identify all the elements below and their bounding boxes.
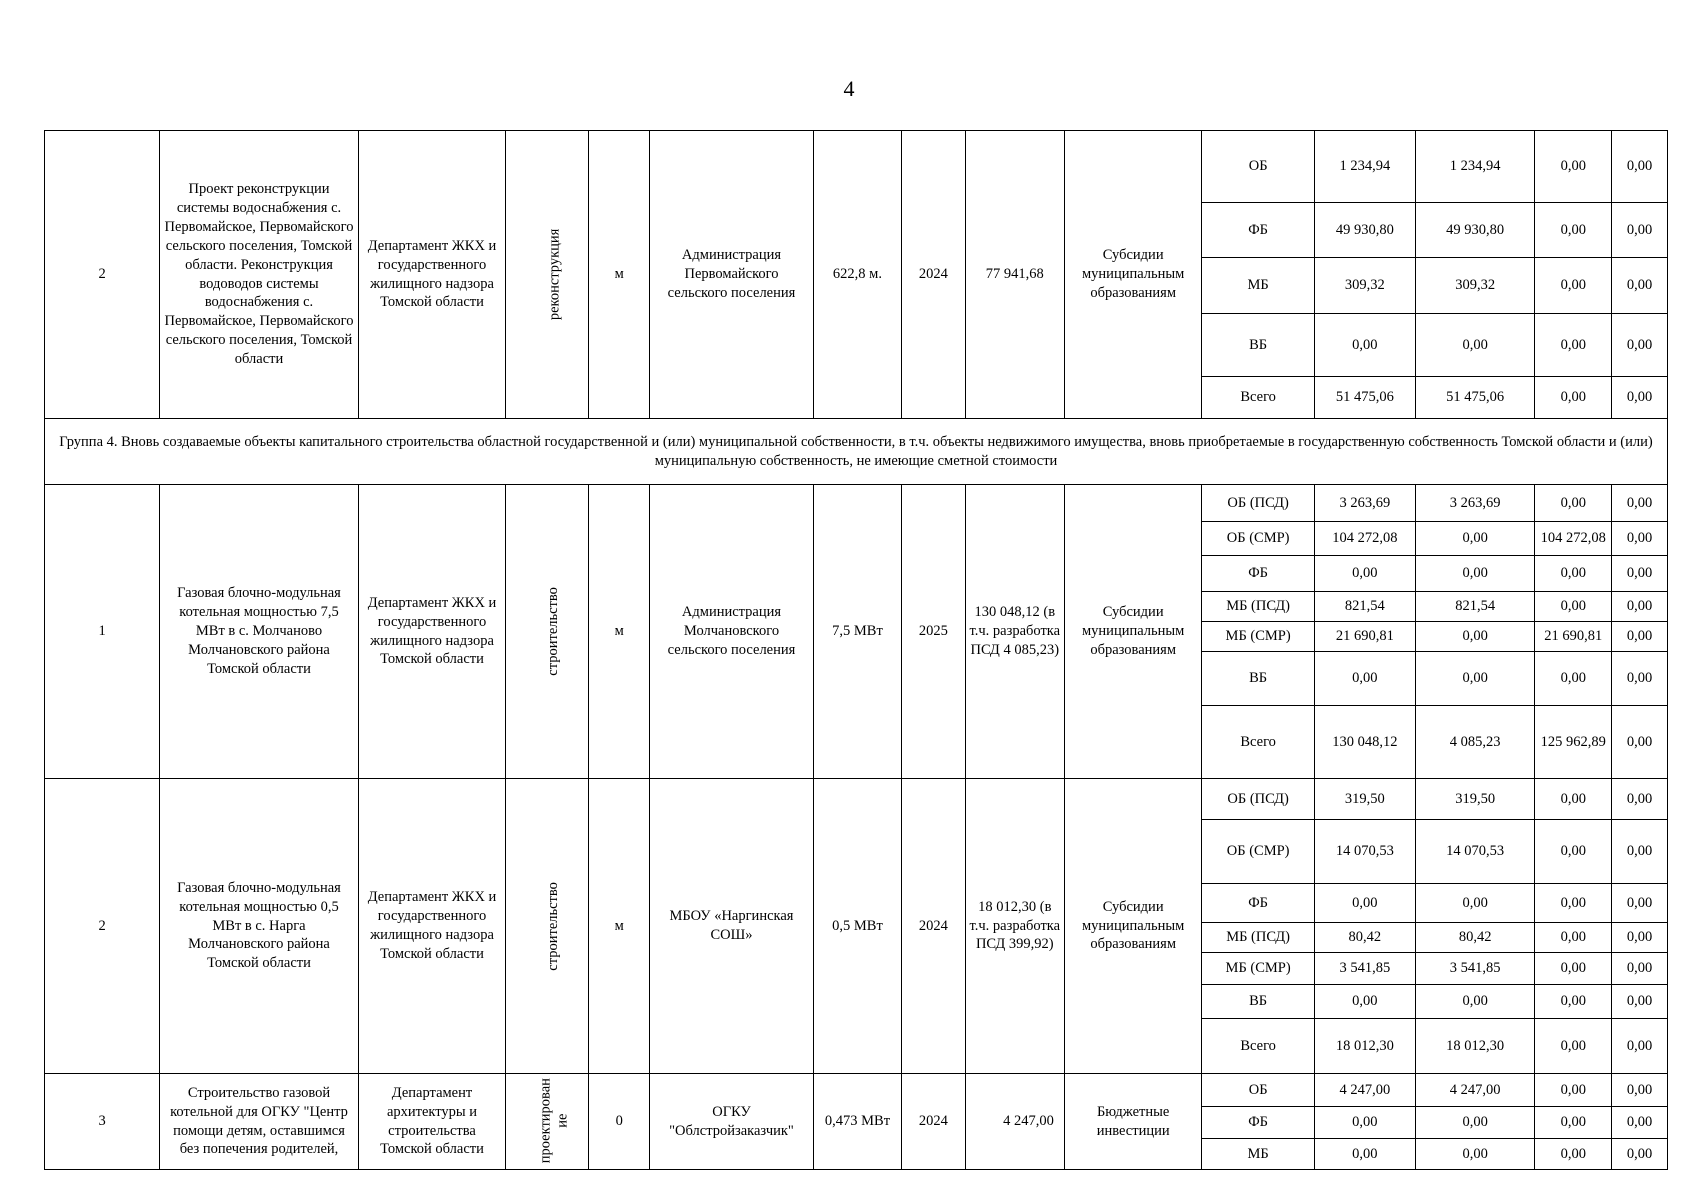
amount-year-1: 4 247,00 xyxy=(1415,1074,1534,1107)
amount-year-2: 0,00 xyxy=(1535,884,1612,923)
amount-year-1: 319,50 xyxy=(1415,779,1534,820)
estimated-cost: 130 048,12 (в т.ч. разработка ПСД 4 085,23) xyxy=(965,485,1064,779)
amount-year-2: 0,00 xyxy=(1535,258,1612,314)
amount-year-3: 0,00 xyxy=(1612,485,1668,522)
object-name: Проект реконструкции системы водоснабжения с. Первомайское, Первомайского сельского поселения, Томской области. Реконструкция водоводов системы водоснабжения с. Первомайское, Первомайского сельского поселения, Томской области xyxy=(160,131,358,419)
financing-form: Субсидии муниципальным образованиям xyxy=(1064,779,1202,1074)
capacity: 0,5 МВт xyxy=(813,779,901,1074)
amount-total: 0,00 xyxy=(1314,1139,1415,1170)
funding-source: ОБ (ПСД) xyxy=(1202,779,1314,820)
amount-year-2: 0,00 xyxy=(1535,592,1612,622)
amount-year-2: 0,00 xyxy=(1535,556,1612,592)
amount-year-3: 0,00 xyxy=(1612,779,1668,820)
object-name: Газовая блочно-модульная котельная мощностью 0,5 МВт в с. Нарга Молчановского района Томской области xyxy=(160,779,358,1074)
ownership: м xyxy=(589,779,650,1074)
funding-source: ФБ xyxy=(1202,884,1314,923)
amount-year-1: 0,00 xyxy=(1415,622,1534,652)
amount-total: 0,00 xyxy=(1314,556,1415,592)
responsible-agency: Департамент ЖКХ и государственного жилищного надзора Томской области xyxy=(358,131,506,419)
amount-year-3: 0,00 xyxy=(1612,314,1668,377)
amount-year-3: 0,00 xyxy=(1612,706,1668,779)
amount-year-2: 0,00 xyxy=(1535,1019,1612,1074)
amount-year-3: 0,00 xyxy=(1612,522,1668,556)
amount-year-3: 0,00 xyxy=(1612,953,1668,985)
ownership: м xyxy=(589,485,650,779)
amount-year-2: 0,00 xyxy=(1535,953,1612,985)
amount-year-1: 14 070,53 xyxy=(1415,820,1534,884)
amount-total: 319,50 xyxy=(1314,779,1415,820)
funding-source: Всего xyxy=(1202,706,1314,779)
amount-year-2: 0,00 xyxy=(1535,820,1612,884)
amount-year-1: 4 085,23 xyxy=(1415,706,1534,779)
amount-year-1: 49 930,80 xyxy=(1415,203,1534,258)
work-type: проектирован ие xyxy=(506,1074,589,1170)
funding-source: ВБ xyxy=(1202,985,1314,1019)
funding-source: МБ xyxy=(1202,1139,1314,1170)
page-number: 4 xyxy=(843,76,855,101)
ownership: 0 xyxy=(589,1074,650,1170)
completion-year: 2024 xyxy=(901,779,965,1074)
capacity: 0,473 МВт xyxy=(813,1074,901,1170)
customer: ОГКУ "Облстройзаказчик" xyxy=(650,1074,814,1170)
amount-year-2: 0,00 xyxy=(1535,1139,1612,1170)
work-type: реконструкция xyxy=(506,131,589,419)
amount-year-2: 0,00 xyxy=(1535,377,1612,419)
object-name: Строительство газовой котельной для ОГКУ "Центр помощи детям, оставшимся без попечения родителей, xyxy=(160,1074,358,1170)
responsible-agency: Департамент ЖКХ и государственного жилищного надзора Томской области xyxy=(358,779,506,1074)
amount-total: 3 263,69 xyxy=(1314,485,1415,522)
funding-source: МБ xyxy=(1202,258,1314,314)
table-row xyxy=(45,131,1668,203)
funding-source: МБ (ПСД) xyxy=(1202,923,1314,953)
amount-total: 309,32 xyxy=(1314,258,1415,314)
amount-year-1: 0,00 xyxy=(1415,985,1534,1019)
funding-source: ВБ xyxy=(1202,652,1314,706)
amount-year-3: 0,00 xyxy=(1612,820,1668,884)
amount-year-3: 0,00 xyxy=(1612,203,1668,258)
work-type: строительство xyxy=(506,779,589,1074)
ownership: м xyxy=(589,131,650,419)
customer: Администрация Молчановского сельского поселения xyxy=(650,485,814,779)
amount-year-3: 0,00 xyxy=(1612,131,1668,203)
funding-source: ОБ xyxy=(1202,131,1314,203)
amount-year-3: 0,00 xyxy=(1612,622,1668,652)
amount-year-1: 0,00 xyxy=(1415,522,1534,556)
funding-source: ОБ (СМР) xyxy=(1202,522,1314,556)
funding-source: МБ (СМР) xyxy=(1202,622,1314,652)
funding-source: ФБ xyxy=(1202,556,1314,592)
amount-total: 104 272,08 xyxy=(1314,522,1415,556)
amount-year-3: 0,00 xyxy=(1612,923,1668,953)
row-number: 2 xyxy=(45,779,160,1074)
amount-year-3: 0,00 xyxy=(1612,377,1668,419)
amount-total: 80,42 xyxy=(1314,923,1415,953)
amount-year-1: 0,00 xyxy=(1415,556,1534,592)
table-row xyxy=(45,485,1668,522)
amount-year-1: 1 234,94 xyxy=(1415,131,1534,203)
amount-year-1: 0,00 xyxy=(1415,1107,1534,1139)
funding-source: МБ (ПСД) xyxy=(1202,592,1314,622)
completion-year: 2024 xyxy=(901,131,965,419)
estimated-cost: 18 012,30 (в т.ч. разработка ПСД 399,92) xyxy=(965,779,1064,1074)
amount-total: 1 234,94 xyxy=(1314,131,1415,203)
amount-total: 0,00 xyxy=(1314,884,1415,923)
amount-year-1: 3 541,85 xyxy=(1415,953,1534,985)
amount-year-1: 51 475,06 xyxy=(1415,377,1534,419)
row-number: 2 xyxy=(45,131,160,419)
amount-year-1: 0,00 xyxy=(1415,652,1534,706)
amount-total: 0,00 xyxy=(1314,314,1415,377)
work-type: строительство xyxy=(506,485,589,779)
financing-form: Субсидии муниципальным образованиям xyxy=(1064,485,1202,779)
amount-year-2: 0,00 xyxy=(1535,131,1612,203)
amount-year-2: 0,00 xyxy=(1535,314,1612,377)
amount-year-2: 0,00 xyxy=(1535,203,1612,258)
row-number: 1 xyxy=(45,485,160,779)
funding-source: ОБ (ПСД) xyxy=(1202,485,1314,522)
amount-year-3: 0,00 xyxy=(1612,556,1668,592)
amount-year-1: 18 012,30 xyxy=(1415,1019,1534,1074)
funding-source: Всего xyxy=(1202,1019,1314,1074)
capacity: 622,8 м. xyxy=(813,131,901,419)
financing-form: Субсидии муниципальным образованиям xyxy=(1064,131,1202,419)
estimated-cost: 77 941,68 xyxy=(965,131,1064,419)
amount-year-1: 0,00 xyxy=(1415,1139,1534,1170)
amount-year-1: 309,32 xyxy=(1415,258,1534,314)
amount-year-3: 0,00 xyxy=(1612,1139,1668,1170)
row-number: 3 xyxy=(45,1074,160,1170)
amount-year-1: 821,54 xyxy=(1415,592,1534,622)
amount-total: 0,00 xyxy=(1314,985,1415,1019)
amount-year-3: 0,00 xyxy=(1612,1019,1668,1074)
amount-total: 821,54 xyxy=(1314,592,1415,622)
amount-year-1: 3 263,69 xyxy=(1415,485,1534,522)
amount-year-2: 0,00 xyxy=(1535,1107,1612,1139)
amount-year-3: 0,00 xyxy=(1612,1074,1668,1107)
amount-year-3: 0,00 xyxy=(1612,1107,1668,1139)
responsible-agency: Департамент ЖКХ и государственного жилищного надзора Томской области xyxy=(358,485,506,779)
amount-year-3: 0,00 xyxy=(1612,985,1668,1019)
amount-year-2: 0,00 xyxy=(1535,923,1612,953)
table-row xyxy=(45,1074,1668,1107)
amount-year-1: 80,42 xyxy=(1415,923,1534,953)
amount-year-3: 0,00 xyxy=(1612,884,1668,923)
funding-source: Всего xyxy=(1202,377,1314,419)
amount-year-3: 0,00 xyxy=(1612,258,1668,314)
amount-year-2: 0,00 xyxy=(1535,652,1612,706)
object-name: Газовая блочно-модульная котельная мощностью 7,5 МВт в с. Молчаново Молчановского района Томской области xyxy=(160,485,358,779)
amount-total: 18 012,30 xyxy=(1314,1019,1415,1074)
completion-year: 2025 xyxy=(901,485,965,779)
funding-source: ФБ xyxy=(1202,1107,1314,1139)
amount-total: 21 690,81 xyxy=(1314,622,1415,652)
amount-year-2: 104 272,08 xyxy=(1535,522,1612,556)
capacity: 7,5 МВт xyxy=(813,485,901,779)
funding-source: ВБ xyxy=(1202,314,1314,377)
responsible-agency: Департамент архитектуры и строительства Томской области xyxy=(358,1074,506,1170)
customer: Администрация Первомайского сельского поселения xyxy=(650,131,814,419)
group-heading: Группа 4. Вновь создаваемые объекты капитального строительства областной государственной и (или) муниципальной собственности, в т.ч. объекты недвижимого имущества, вновь приобретаемые в государственную собственность Томской области и (или) муниципальную собственность, не имеющие сметной стоимости xyxy=(45,419,1668,485)
amount-total: 3 541,85 xyxy=(1314,953,1415,985)
amount-total: 130 048,12 xyxy=(1314,706,1415,779)
amount-year-2: 0,00 xyxy=(1535,1074,1612,1107)
financing-form: Бюджетные инвестиции xyxy=(1064,1074,1202,1170)
amount-year-2: 0,00 xyxy=(1535,779,1612,820)
amount-year-1: 0,00 xyxy=(1415,314,1534,377)
amount-total: 0,00 xyxy=(1314,1107,1415,1139)
table-row xyxy=(45,779,1668,820)
amount-year-2: 125 962,89 xyxy=(1535,706,1612,779)
table-row xyxy=(45,419,1668,485)
customer: МБОУ «Наргинская СОШ» xyxy=(650,779,814,1074)
funding-source: ОБ (СМР) xyxy=(1202,820,1314,884)
amount-total: 4 247,00 xyxy=(1314,1074,1415,1107)
amount-total: 49 930,80 xyxy=(1314,203,1415,258)
amount-year-2: 21 690,81 xyxy=(1535,622,1612,652)
investment-objects-table xyxy=(44,130,1668,1170)
amount-total: 0,00 xyxy=(1314,652,1415,706)
amount-year-2: 0,00 xyxy=(1535,485,1612,522)
funding-source: ФБ xyxy=(1202,203,1314,258)
estimated-cost: 4 247,00 xyxy=(965,1074,1064,1170)
amount-year-2: 0,00 xyxy=(1535,985,1612,1019)
amount-total: 51 475,06 xyxy=(1314,377,1415,419)
funding-source: МБ (СМР) xyxy=(1202,953,1314,985)
completion-year: 2024 xyxy=(901,1074,965,1170)
amount-total: 14 070,53 xyxy=(1314,820,1415,884)
amount-year-1: 0,00 xyxy=(1415,884,1534,923)
funding-source: ОБ xyxy=(1202,1074,1314,1107)
amount-year-3: 0,00 xyxy=(1612,592,1668,622)
amount-year-3: 0,00 xyxy=(1612,652,1668,706)
